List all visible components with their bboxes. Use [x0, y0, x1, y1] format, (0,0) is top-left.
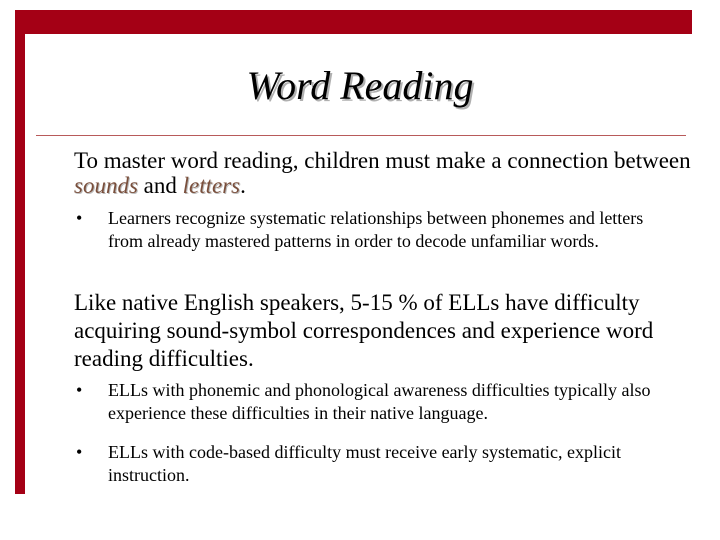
paragraph-word-reading-connection	[74, 148, 694, 198]
bullet-icon: •	[76, 380, 83, 400]
slide-title: Word Reading	[246, 63, 474, 108]
paragraph-text-middle: and	[137, 173, 183, 198]
paragraph-text-after: .	[240, 173, 246, 198]
bullet-text: ELLs with phonemic and phonological awareness difficulties typically also experience these difficulties in their native language.	[108, 380, 651, 423]
emphasis-letters: letters	[182, 173, 241, 198]
title-divider	[36, 135, 686, 136]
paragraph-ell-difficulties: Like native English speakers, 5-15 % of ELLs have difficulty acquiring sound-symbol correspondences and experience word reading difficulties.	[74, 290, 654, 371]
bullet-text: ELLs with code-based difficulty must receive early systematic, explicit instruction.	[108, 442, 621, 485]
top-accent-bar	[15, 10, 692, 34]
paragraph-text-before: To master word reading, children must make a connection between	[74, 148, 691, 173]
bullet-icon: •	[76, 208, 83, 228]
emphasis-sounds: sounds	[74, 173, 138, 198]
bullet-text: Learners recognize systematic relationships between phonemes and letters from already mastered patterns in order to decode unfamiliar words.	[108, 208, 644, 251]
bullet-icon: •	[76, 442, 83, 462]
